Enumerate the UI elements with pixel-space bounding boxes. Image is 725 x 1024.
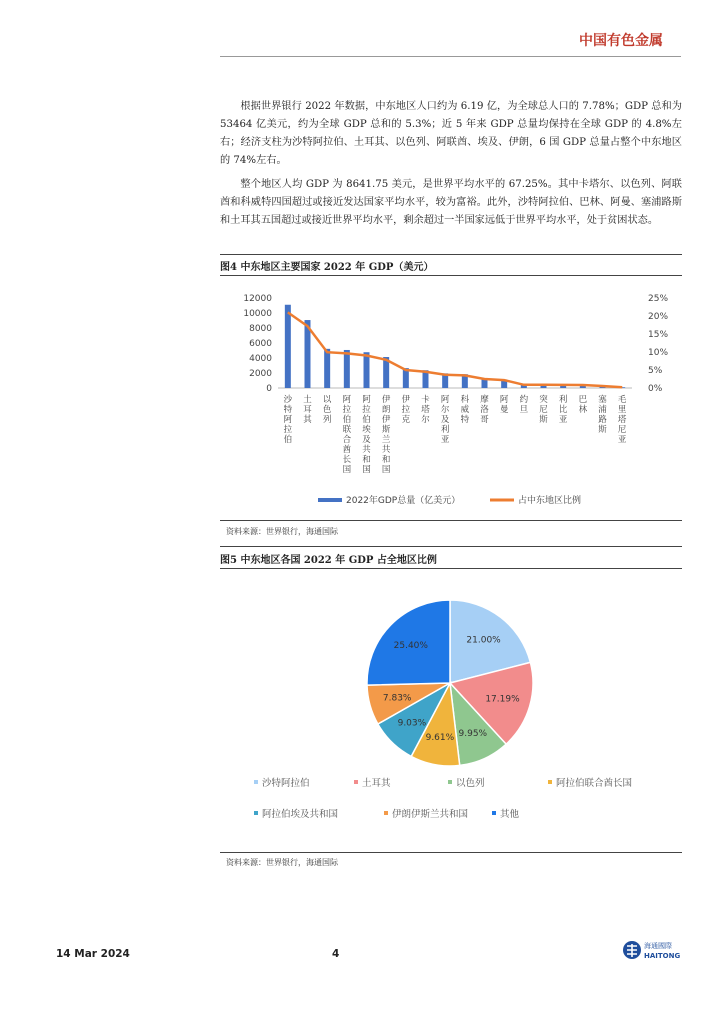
x-tick-label xyxy=(421,394,430,425)
paragraph-2: 整个地区人均 GDP 为 8641.75 美元，是世界平均水平的 67.25%。其中卡塔尔、以色列、阿联酋和科威特四国超过或接近发达国家平均水平，较为富裕。此外，沙特阿拉伯、巴林、阿曼、塞浦路斯和土耳其五国超过或接近世界平均水平，剩余超过一半国家远低于世界平均水平，处于贫困状态。 xyxy=(220,179,682,226)
y-tick-label: 0 xyxy=(266,384,272,394)
y-tick-label: 12000 xyxy=(243,294,272,304)
x-tick-char: 巴 xyxy=(578,395,588,405)
x-tick-label xyxy=(520,394,529,415)
figure4-title: 图4 中东地区主要国家 2022 年 GDP（美元） xyxy=(220,262,434,273)
x-tick-char: 路 xyxy=(598,415,607,425)
x-tick-char: 列 xyxy=(322,415,332,425)
legend-label: 阿拉伯埃及共和国 xyxy=(262,809,339,820)
legend-swatch xyxy=(492,811,496,815)
x-tick-char: 耳 xyxy=(303,405,312,415)
x-tick-char: 哥 xyxy=(480,415,489,425)
x-tick-char: 亚 xyxy=(440,435,450,445)
x-tick-char: 伊 xyxy=(381,415,391,425)
figure5-title-rule xyxy=(220,568,682,569)
x-tick-char: 塔 xyxy=(421,405,430,415)
x-tick-char: 尼 xyxy=(617,425,627,435)
x-tick-char: 威 xyxy=(460,405,470,415)
legend-bar-label: 2022年GDP总量（亿美元） xyxy=(346,496,461,506)
x-tick-char: 突 xyxy=(539,395,548,405)
x-tick-char: 沙 xyxy=(283,395,293,405)
legend-label: 其他 xyxy=(500,809,520,820)
figure4-title-rule xyxy=(220,275,682,276)
x-tick-char: 土 xyxy=(303,395,312,405)
figure5-top-rule xyxy=(220,546,682,547)
x-tick-label xyxy=(598,394,607,435)
x-tick-char: 联 xyxy=(342,425,352,435)
y2-tick-label: 0% xyxy=(648,384,663,394)
y-tick-label: 8000 xyxy=(249,324,272,334)
x-tick-label xyxy=(362,395,371,475)
x-tick-char: 尼 xyxy=(539,405,548,415)
x-tick-char: 阿 xyxy=(362,395,371,405)
x-tick-char: 其 xyxy=(303,415,312,425)
x-tick-char: 拉 xyxy=(401,405,411,415)
x-tick-char: 阿 xyxy=(499,395,509,405)
x-tick-char: 里 xyxy=(617,405,627,415)
x-tick-label xyxy=(480,394,489,425)
legend-swatch xyxy=(548,780,552,784)
y-tick-label: 6000 xyxy=(249,339,272,349)
x-tick-char: 以 xyxy=(322,395,332,405)
legend-line-label: 占中东地区比例 xyxy=(518,496,582,506)
x-tick-char: 和 xyxy=(362,455,371,465)
x-tick-char: 约 xyxy=(519,395,529,405)
x-tick-char: 国 xyxy=(362,465,371,475)
bar-0 xyxy=(285,305,291,388)
x-tick-char: 毛 xyxy=(617,395,627,405)
x-tick-char: 拉 xyxy=(362,405,371,415)
x-tick-label xyxy=(461,394,470,425)
x-tick-char: 及 xyxy=(440,415,450,425)
paragraph-1: 根据世界银行 2022 年数据，中东地区人口约为 6.19 亿，为全球总人口的 7.78%；GDP 总和为 53464 亿美元，约为全球 GDP 总和的 5.3%；近 5 年来 GDP 总量均保持在全球 GDP 的 4.8%左右；经济支柱为沙特阿拉伯、土耳其、以色列、阿联酋、埃及、伊朗，6 国 GDP 总量占整个中东地区的 74%左右。 xyxy=(220,101,682,166)
x-tick-char: 国 xyxy=(342,465,352,475)
x-tick-char: 阿 xyxy=(342,395,352,405)
x-tick-char: 塔 xyxy=(617,415,627,425)
y2-tick-label: 10% xyxy=(648,348,669,358)
legend-label: 以色列 xyxy=(456,778,485,789)
x-tick-char: 利 xyxy=(558,395,568,405)
x-tick-char: 合 xyxy=(342,435,352,445)
figure4-source: 资料来源：世界银行，海通国际 xyxy=(226,527,338,536)
y-tick-label: 4000 xyxy=(249,354,272,364)
x-tick-char: 浦 xyxy=(598,405,607,415)
y2-tick-label: 20% xyxy=(648,312,669,322)
x-tick-char: 特 xyxy=(283,405,293,415)
x-tick-char: 共 xyxy=(381,445,391,455)
x-tick-char: 摩 xyxy=(480,395,489,405)
x-tick-char: 拉 xyxy=(342,405,352,415)
x-tick-char: 斯 xyxy=(539,415,548,425)
footer-date: 14 Mar 2024 xyxy=(56,948,130,960)
legend-bar-swatch xyxy=(318,498,342,502)
legend-swatch xyxy=(384,811,388,815)
logo-cn-text: 海通國際 xyxy=(644,942,672,950)
x-tick-label xyxy=(284,394,293,445)
pie-data-label: 9.95% xyxy=(458,728,488,739)
x-tick-char: 伯 xyxy=(342,415,352,425)
x-tick-char: 阿 xyxy=(440,395,450,405)
bar-2 xyxy=(324,349,330,388)
x-tick-label xyxy=(303,394,312,425)
figure5-source: 资料来源：世界银行，海通国际 xyxy=(226,858,338,867)
gdp-bar-line-chart xyxy=(220,282,682,518)
x-tick-char: 拉 xyxy=(283,425,293,435)
x-tick-char: 旦 xyxy=(519,405,529,415)
x-tick-char: 兰 xyxy=(381,435,391,445)
x-tick-char: 共 xyxy=(362,445,371,455)
x-tick-char: 阿 xyxy=(283,415,293,425)
x-tick-char: 克 xyxy=(401,415,411,425)
x-tick-char: 朗 xyxy=(381,405,391,415)
x-tick-label xyxy=(500,395,509,415)
x-tick-label xyxy=(539,394,548,425)
x-tick-char: 尔 xyxy=(421,415,430,425)
x-tick-char: 和 xyxy=(381,455,391,465)
x-tick-label xyxy=(579,395,588,415)
x-tick-char: 比 xyxy=(558,405,568,415)
x-tick-char: 长 xyxy=(342,455,352,465)
x-tick-char: 利 xyxy=(440,425,450,435)
pie-data-label: 9.03% xyxy=(397,718,427,729)
x-tick-char: 伯 xyxy=(283,435,293,445)
logo-en-text: HAITONG xyxy=(644,952,681,960)
x-tick-char: 斯 xyxy=(598,425,607,435)
bar-4 xyxy=(364,352,370,388)
x-tick-label xyxy=(618,395,627,445)
x-tick-char: 亚 xyxy=(617,435,627,445)
x-tick-char: 卡 xyxy=(421,395,430,405)
y2-tick-label: 25% xyxy=(648,294,669,304)
header-divider xyxy=(220,56,681,57)
x-tick-char: 色 xyxy=(322,405,332,415)
gdp-share-pie-chart xyxy=(220,572,682,844)
figure5-title: 图5 中东地区各国 2022 年 GDP 占全地区比例 xyxy=(220,555,437,566)
pie-data-label: 21.00% xyxy=(466,635,501,646)
x-tick-char: 特 xyxy=(460,415,470,425)
x-tick-char: 林 xyxy=(578,405,588,415)
header-brand: 中国有色金属 xyxy=(579,33,663,49)
x-tick-char: 塞 xyxy=(598,395,607,405)
x-tick-char: 埃 xyxy=(362,425,371,435)
x-tick-char: 科 xyxy=(460,395,470,405)
legend-swatch xyxy=(254,780,258,784)
x-tick-char: 曼 xyxy=(499,405,509,415)
legend-swatch xyxy=(448,780,452,784)
x-tick-label xyxy=(382,394,391,475)
pie-data-label: 7.83% xyxy=(382,693,412,704)
x-tick-char: 国 xyxy=(381,465,391,475)
legend-label: 土耳其 xyxy=(362,778,391,789)
bar-3 xyxy=(344,350,350,388)
legend-label: 沙特阿拉伯 xyxy=(262,778,310,789)
y-tick-label: 10000 xyxy=(243,309,272,319)
pie-data-label: 25.40% xyxy=(393,640,428,651)
footer-page-number: 4 xyxy=(332,948,340,960)
x-tick-char: 伊 xyxy=(401,395,411,405)
legend-label: 阿拉伯联合酋长国 xyxy=(556,778,633,789)
figure4-bottom-rule xyxy=(220,520,682,521)
x-tick-label xyxy=(441,395,450,445)
y-tick-label: 2000 xyxy=(249,369,272,379)
x-tick-char: 亚 xyxy=(558,415,568,425)
share-line xyxy=(288,312,622,387)
x-tick-char: 伊 xyxy=(381,395,391,405)
x-tick-char: 尔 xyxy=(440,405,450,415)
y2-tick-label: 15% xyxy=(648,330,669,340)
x-tick-char: 及 xyxy=(362,435,371,445)
haitong-logo xyxy=(622,939,682,967)
x-tick-label xyxy=(343,395,352,475)
legend-label: 伊朗伊斯兰共和国 xyxy=(392,809,469,820)
x-tick-label xyxy=(323,395,332,425)
legend-swatch xyxy=(254,811,258,815)
x-tick-char: 伯 xyxy=(362,415,371,425)
x-tick-label xyxy=(559,394,568,425)
legend-swatch xyxy=(354,780,358,784)
pie-data-label: 9.61% xyxy=(425,732,455,743)
x-tick-label xyxy=(402,394,411,425)
pie-data-label: 17.19% xyxy=(485,694,520,705)
y2-tick-label: 5% xyxy=(648,366,663,376)
x-tick-char: 洛 xyxy=(480,405,489,415)
x-tick-char: 酋 xyxy=(342,445,352,455)
figure4-top-rule xyxy=(220,254,682,255)
x-tick-char: 斯 xyxy=(381,425,391,435)
figure5-bottom-rule xyxy=(220,852,682,853)
